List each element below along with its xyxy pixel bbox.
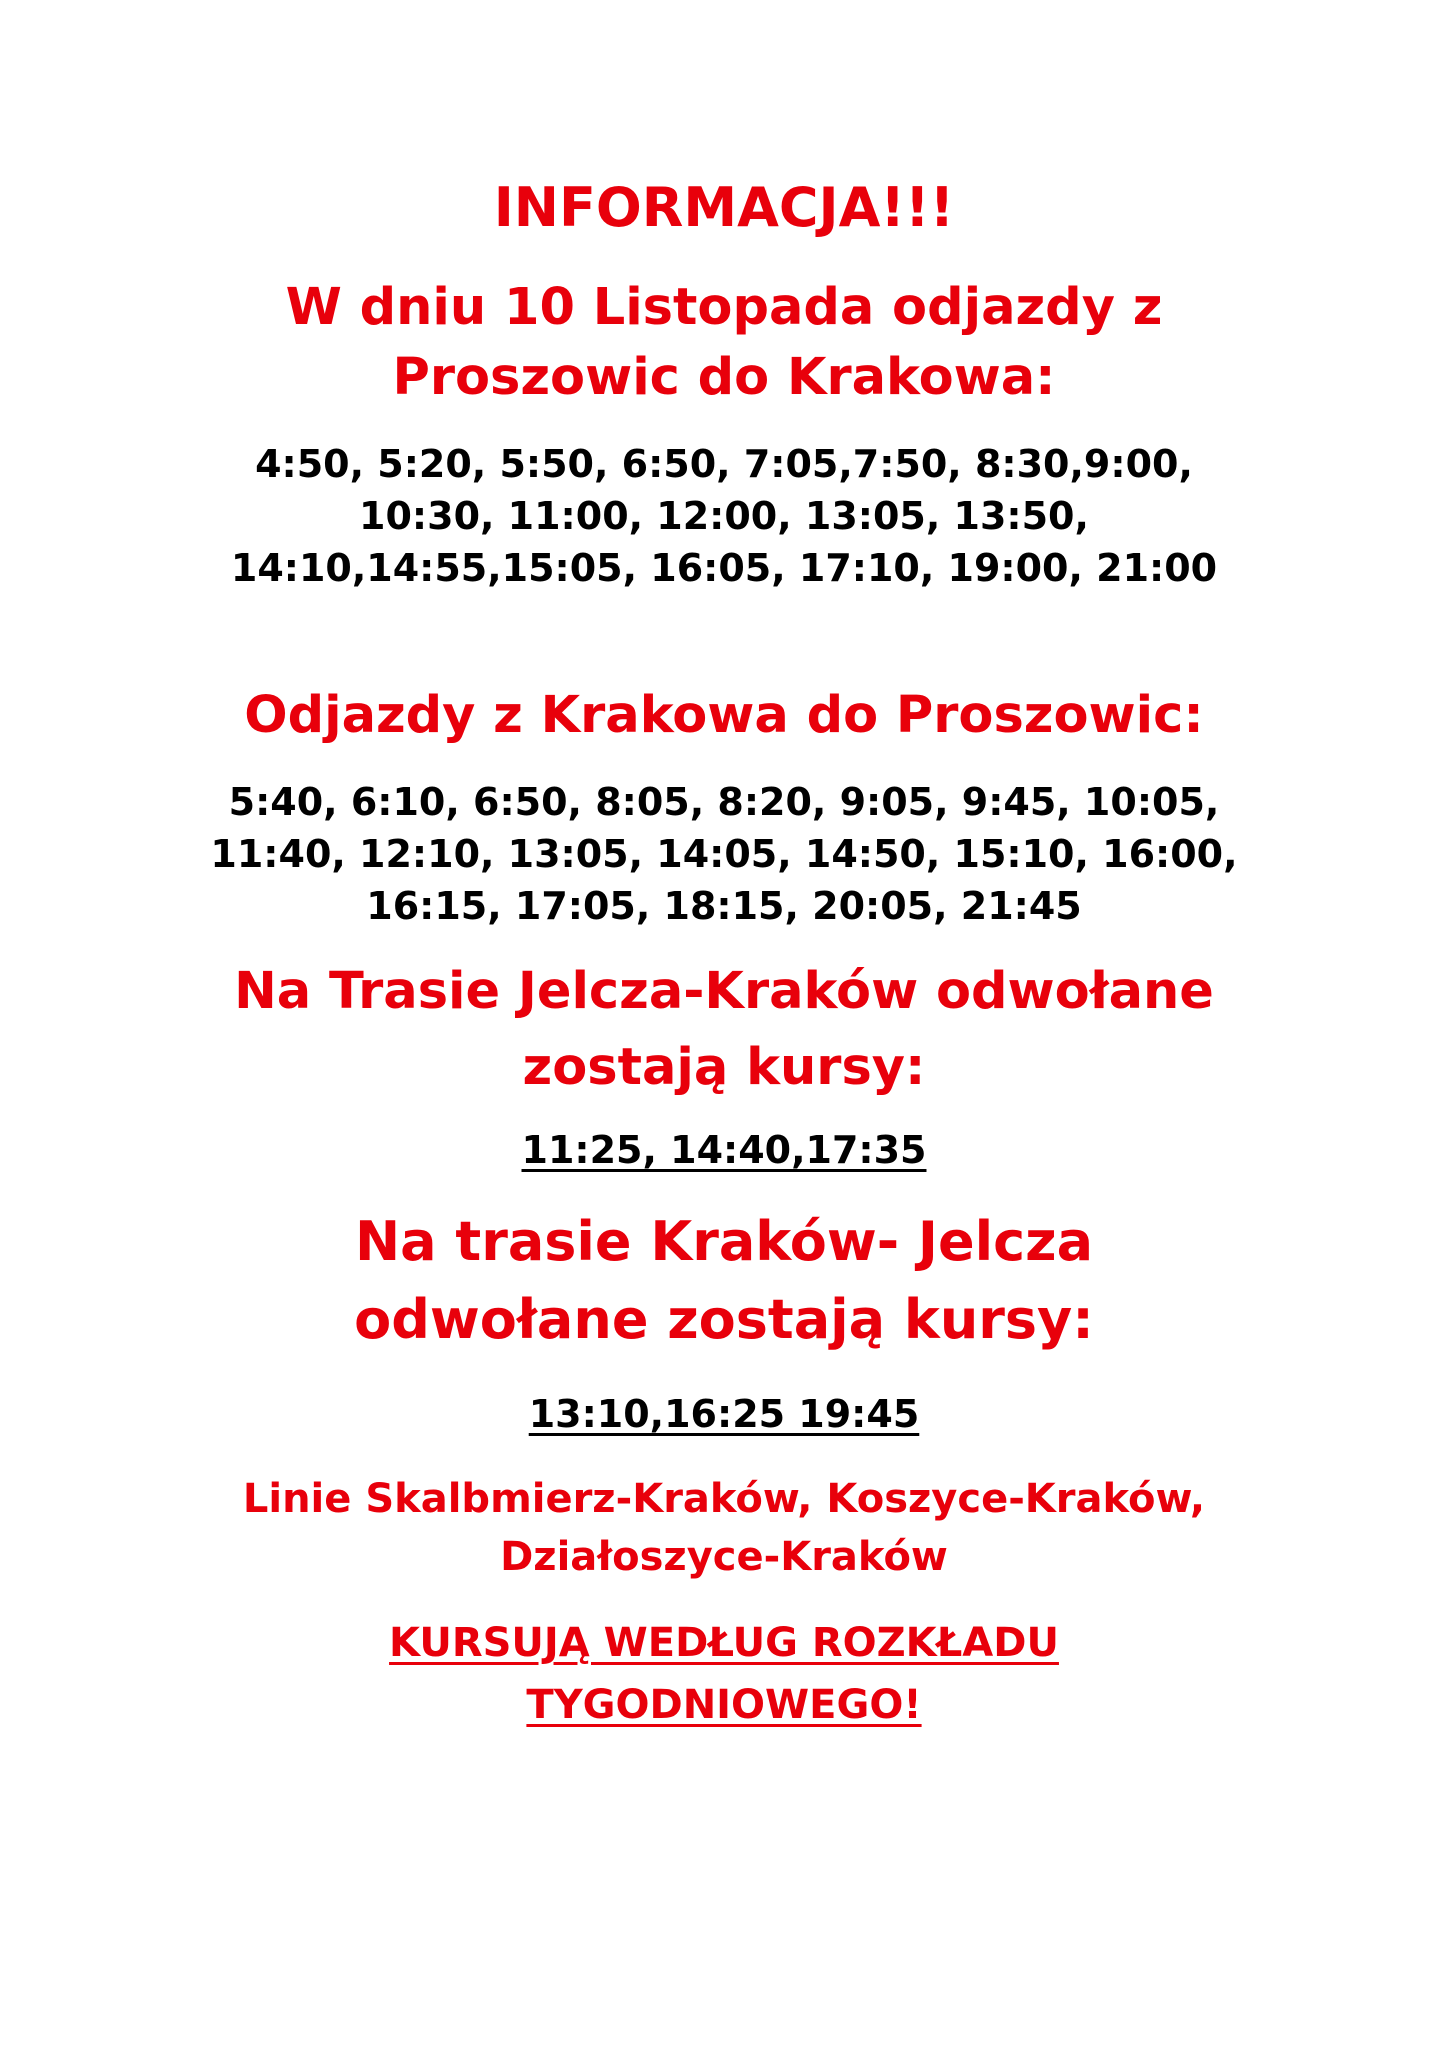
section1-times-line-3: 14:10,14:55,15:05, 16:05, 17:10, 19:00, 21:00 — [230, 546, 1218, 590]
section1-heading-line-1: W dniu 10 Listopada odjazdy z — [285, 278, 1163, 337]
section4-times-wrap — [0, 1392, 1448, 1436]
section4-heading-line-2: odwołane zostają kursy: — [354, 1288, 1094, 1351]
section5-notice-line-2: TYGODNIOWEGO! — [526, 1682, 922, 1728]
section1-times-line-2: 10:30, 11:00, 12:00, 13:05, 13:50, — [359, 494, 1089, 538]
section2-heading: Odjazdy z Krakowa do Proszowic: — [244, 686, 1204, 745]
section5-lines-line-1: Linie Skalbmierz-Kraków, Koszyce-Kraków, — [242, 1476, 1206, 1522]
section1-heading-line-2: Proszowic do Krakowa: — [392, 348, 1056, 407]
section5-notice-line-1: KURSUJĄ WEDŁUG ROZKŁADU — [389, 1620, 1059, 1666]
section1-times-line-1: 4:50, 5:20, 5:50, 6:50, 7:05,7:50, 8:30,9:00, — [255, 442, 1193, 486]
page-title: INFORMACJA!!! — [493, 176, 955, 239]
section5-lines-line-2: Działoszyce-Kraków — [500, 1534, 948, 1580]
section4-times: 13:10,16:25 19:45 — [528, 1392, 920, 1436]
section2-times-line-2: 11:40, 12:10, 13:05, 14:05, 14:50, 15:10, 16:00, — [210, 832, 1238, 876]
section2-times-line-3: 16:15, 17:05, 18:15, 20:05, 21:45 — [366, 884, 1082, 928]
section3-heading-line-2: zostają kursy: — [522, 1038, 926, 1097]
section2-times-line-1: 5:40, 6:10, 6:50, 8:05, 8:20, 9:05, 9:45, 10:05, — [228, 780, 1220, 824]
section3-times-wrap — [0, 1128, 1448, 1172]
section4-heading-line-1: Na trasie Kraków- Jelcza — [354, 1210, 1094, 1273]
section5-notice-wrap-2 — [0, 1682, 1448, 1728]
section3-times: 11:25, 14:40,17:35 — [521, 1128, 927, 1172]
section3-heading-line-1: Na Trasie Jelcza-Kraków odwołane — [234, 962, 1214, 1021]
section5-notice-wrap-1 — [0, 1620, 1448, 1666]
